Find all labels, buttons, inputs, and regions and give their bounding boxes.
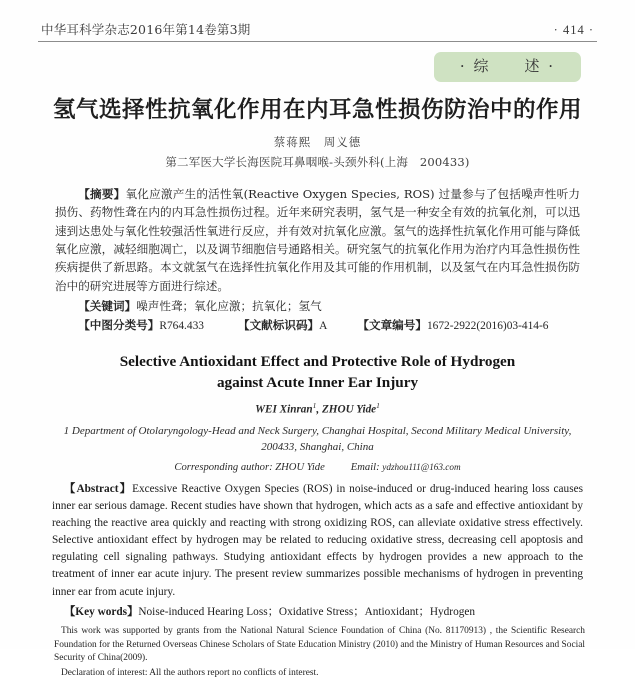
document-code-value: A [319, 320, 328, 333]
page-number: · 414 · [553, 23, 594, 37]
chinese-keywords [38, 297, 597, 316]
english-title-line-2: against Acute Inner Ear Injury [216, 374, 419, 392]
email-label: Email: [350, 461, 380, 473]
article-id-value: 1672-2922(2016)03-414-6 [426, 320, 549, 333]
english-author-2: , ZHOU Yide [316, 403, 377, 416]
english-keywords [38, 604, 597, 621]
chinese-classification-codes [38, 316, 597, 335]
running-head [38, 0, 597, 42]
declaration-footnote: Declaration of interest: All the authors report no conflicts of interest. [61, 668, 319, 679]
chinese-abstract-text: 氧化应激产生的活性氧(Reactive Oxygen Species, ROS) 过量参与了包括噪声性听力损伤、药物性聋在内的内耳急性损伤过程。近年来研究表明，氢气是一种安全有效的抗氧化剂，可以迅速到达患处与氧化性较强活性氧进行反应，并有效对抗氧化应激。氢气的选择性抗氧化作用可能与降低氧化应激，减轻细胞凋亡，以及调节细胞信号通路相关。研究氢气的抗氧化作用为治疗内耳急性损伤性疾病提供了新思路。本文就氢气在选择性抗氧化作用及其可能的作用机制，以及氢气在内耳急性损伤防治中的研究进展等方面进行综述。 [55, 187, 580, 293]
article-category-badge: · 综 述 · [434, 52, 581, 82]
clc-value: R764.433 [159, 320, 204, 333]
chinese-author-list: 蔡蒋熙 周义德 [273, 135, 362, 149]
article-id-label: 【文章编号】 [357, 318, 427, 333]
funding-footnote: This work was supported by grants from the National Natural Science Foundation of China (No. 81170913) , the Scientific Research Foundation for the Returned Overseas Chinese Scholars of State Education Ministry (2010) and the Ministry of Human Resources and Social Security of China(2009). [54, 625, 585, 664]
english-affiliation-line-2: 200433, Shanghai, China [261, 441, 374, 454]
chinese-keywords-text: 噪声性聋；氧化应激；抗氧化；氢气 [136, 298, 322, 313]
category-badge-row [38, 52, 597, 82]
chinese-abstract-label: 【摘要】 [78, 187, 126, 201]
journal-running-title: 中华耳科学杂志2016年第14卷第3期 [41, 22, 251, 37]
document-code-label: 【文献标识码】 [237, 318, 320, 333]
english-abstract-text: Excessive Reactive Oxygen Species (ROS) in noise-induced or drug-induced hearing loss causes inner ear serious damage. Recent studies have shown that hydrogen, which acts as a safe and effective antioxidant by reaching the reactive area quickly and reacting with strong oxidizing ROS, can alleviate oxidative stress effectively. Selective antioxidant effect by hydrogen may be related to reducing oxidative stress, decreasing cell apoptosis and regulating cell signaling pathways. Studying antioxidant effects by hydrogen provides a new approach to the treatment of inner ear acute injury. The present review summarizes possible mechanisms of hydrogen in preventing inner ear from acute injury. [52, 482, 584, 598]
corresponding-author-line [38, 462, 597, 473]
english-affiliation-line-1: 1 Department of Otolaryngology-Head and Neck Surgery, Changhai Hospital, Second Military Medical University, [63, 424, 572, 437]
english-author-1: WEI Xinran [255, 403, 313, 416]
corresponding-author-label: Corresponding author: ZHOU Yide [174, 461, 325, 473]
english-abstract [38, 481, 597, 601]
chinese-abstract [38, 185, 597, 295]
english-article-title [38, 351, 597, 394]
email-value: ydzhou111@163.com [382, 461, 461, 472]
english-keywords-text: Noise-induced Hearing Loss；Oxidative Stress；Antioxidant；Hydrogen [138, 605, 476, 618]
english-author-2-sup: 1 [376, 400, 380, 410]
english-keywords-label: 【Key words】 [64, 605, 139, 618]
english-affiliation [38, 423, 597, 456]
english-title-line-1: Selective Antioxidant Effect and Protective Role of Hydrogen [119, 352, 516, 370]
chinese-affiliation: 第二军医大学长海医院耳鼻咽喉-头颈外科(上海 200433) [165, 155, 470, 169]
english-author-1-sup: 1 [312, 400, 317, 410]
chinese-article-title: 氢气选择性抗氧化作用在内耳急性损伤防治中的作用 [52, 96, 582, 123]
chinese-keywords-label: 【关键词】 [78, 298, 137, 313]
clc-label: 【中图分类号】 [78, 318, 160, 333]
english-abstract-label: 【Abstract】 [64, 482, 133, 495]
english-author-list [38, 401, 597, 416]
